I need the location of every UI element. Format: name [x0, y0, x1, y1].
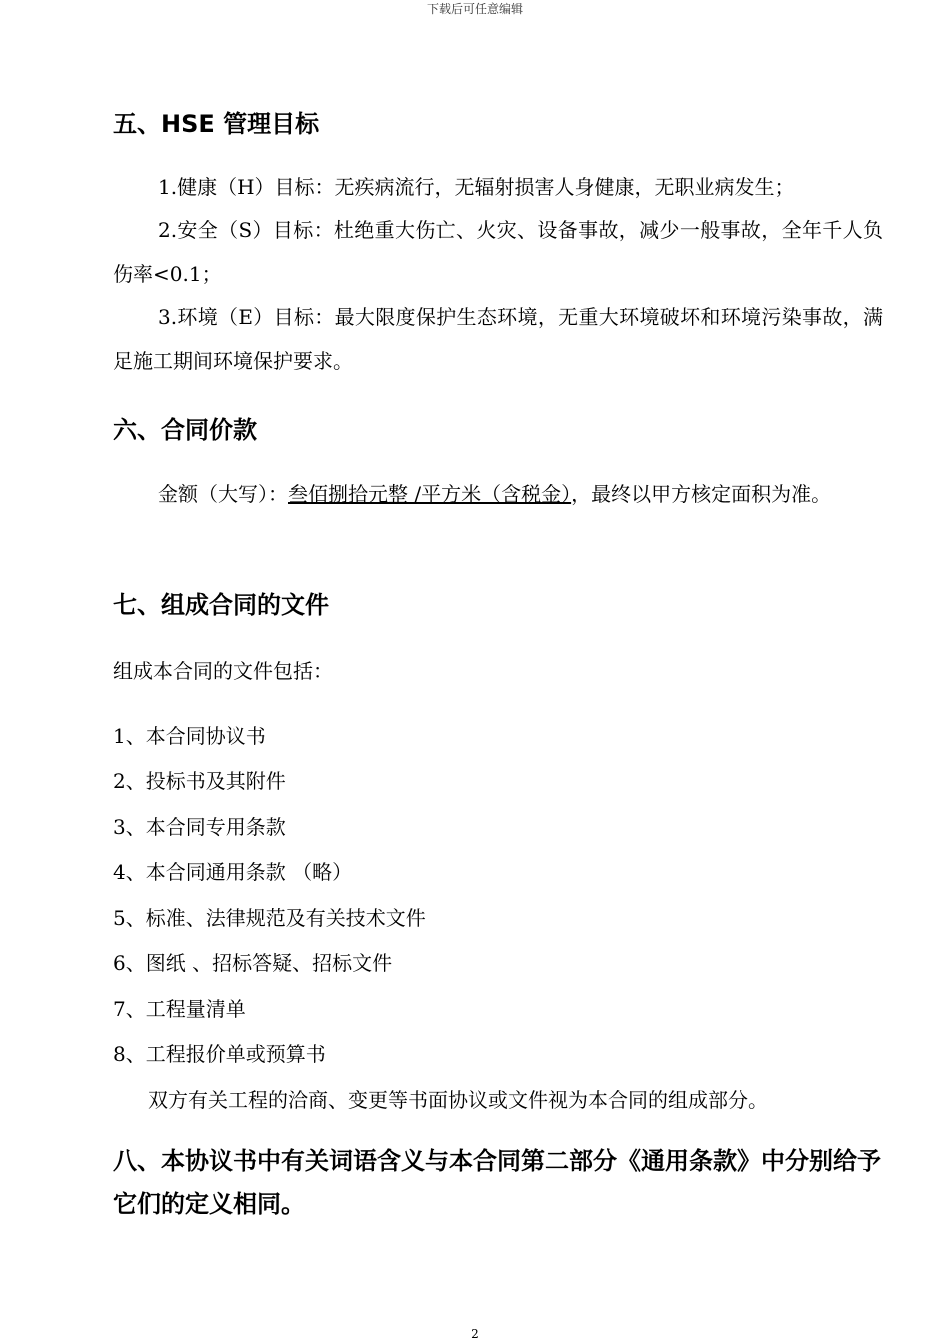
- document-item: 5、标准、法律规范及有关技术文件: [113, 906, 426, 930]
- document-item: 2、投标书及其附件: [113, 769, 286, 793]
- amount-label: 金额（大写）：: [158, 482, 288, 506]
- section7-title: 七、组成合同的文件: [113, 591, 329, 619]
- documents-closing: 双方有关工程的洽商、变更等书面协议或文件视为本合同的组成部分。: [148, 1088, 768, 1112]
- page-number: 2: [471, 1327, 479, 1341]
- document-item: 7、工程量清单: [113, 997, 246, 1021]
- section6-title: 六、合同价款: [113, 416, 257, 444]
- section8-title: 八、本协议书中有关词语含义与本合同第二部分《通用条款》中分别给予它们的定义相同。: [113, 1147, 881, 1218]
- document-item: 6、图纸 、招标答疑、招标文件: [113, 951, 393, 975]
- section5-title: 五、HSE 管理目标: [113, 110, 320, 138]
- amount-note: ，最终以甲方核定面积为准。: [571, 482, 832, 506]
- hse-item-safety: 2.安全（S）目标：杜绝重大伤亡、火灾、设备事故，减少一般事故，全年千人负伤率<0.1；: [113, 218, 883, 286]
- hse-item-health: 1.健康（H）目标：无疾病流行，无辐射损害人身健康，无职业病发生；: [158, 175, 795, 199]
- document-item: 8、工程报价单或预算书: [113, 1042, 326, 1066]
- page-header: 下载后可任意编辑: [426, 2, 523, 16]
- document-item: 3、本合同专用条款: [113, 815, 286, 839]
- contract-price-paragraph: [113, 472, 883, 516]
- amount-value: 叁佰捌拾元整 /平方米（含税金）: [288, 482, 572, 506]
- document-item: 4、本合同通用条款 （略）: [113, 860, 353, 884]
- document-item: 1、本合同协议书: [113, 724, 266, 748]
- documents-intro: 组成本合同的文件包括：: [113, 659, 333, 683]
- hse-item-environment: 3.环境（E）目标：最大限度保护生态环境，无重大环境破坏和环境污染事故，满足施工期间环境保护要求。: [113, 305, 883, 373]
